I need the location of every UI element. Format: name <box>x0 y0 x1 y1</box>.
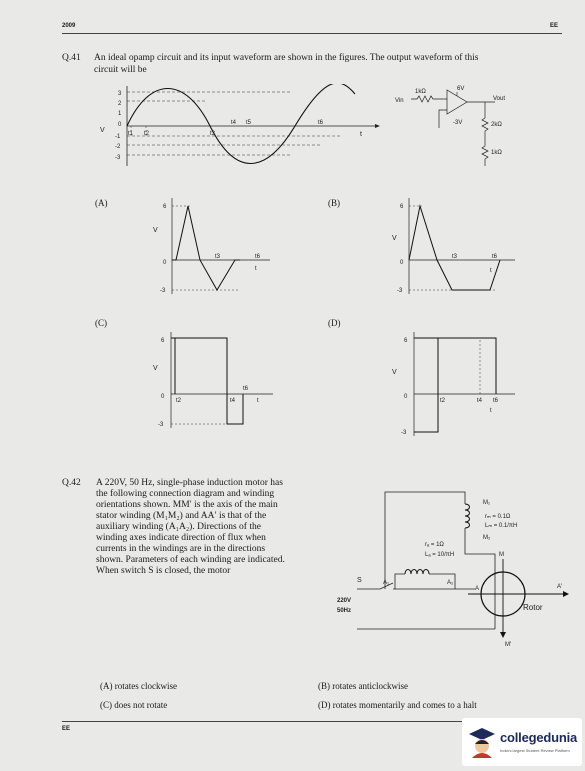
opt-d-t6: t6 <box>493 398 499 404</box>
a-prime-label: A′ <box>557 584 563 590</box>
collegedunia-logo <box>462 718 582 766</box>
header-year: 2009 <box>62 23 76 29</box>
q42-line: When switch S is closed, the motor <box>96 566 231 576</box>
opt-a-t3: t3 <box>215 254 221 260</box>
q41-option-b-graph <box>390 196 525 296</box>
wave-tick-1: 1 <box>118 111 122 117</box>
logo-name: collegedunia <box>500 730 578 745</box>
circuit-r-fb: 2kΩ <box>491 122 502 128</box>
q42-line: orientations shown. MM′ is the axis of the main <box>96 500 278 510</box>
logo-tagline: India's largest Student Review Platform <box>500 748 570 753</box>
opt-c-t2: t2 <box>176 398 182 404</box>
a2-label: A₂ <box>447 580 454 586</box>
q41-option-c-label: (C) <box>95 318 107 328</box>
wave-t2: t2 <box>144 131 150 137</box>
opt-c-yzero: 0 <box>161 394 165 400</box>
q42-answer-d: (D) rotates momentarily and comes to a halt <box>318 700 477 710</box>
q42-text <box>96 478 336 577</box>
m-label: M <box>499 552 504 558</box>
q42-answer-c: (C) does not rotate <box>100 700 168 710</box>
opt-d-t4: t4 <box>477 398 483 404</box>
a-label: A <box>475 586 480 592</box>
q42-line: the following connection diagram and winding <box>96 489 275 499</box>
wave-tick-0: 0 <box>118 122 122 128</box>
wave-x-label: t <box>360 131 362 138</box>
m2-label: M₂ <box>483 535 491 541</box>
header-rule <box>62 33 562 34</box>
q42-line: shown. Parameters of each winding are indicated. <box>96 555 285 565</box>
circuit-v-neg: -3V <box>453 120 463 126</box>
footer-paper-code: EE <box>62 726 71 732</box>
opt-d-v-label: V <box>392 369 397 376</box>
wave-tick-3: 3 <box>118 91 122 97</box>
q42-answer-a: (A) rotates clockwise <box>100 681 177 691</box>
opt-c-t6: t6 <box>243 386 249 392</box>
q41-input-waveform <box>90 84 390 176</box>
m-prime-label: M′ <box>505 642 512 648</box>
rm-label: rₘ = 0.1Ω <box>485 514 511 520</box>
m1-label: M₁ <box>483 500 491 506</box>
opt-a-t-axis: t <box>255 266 257 272</box>
opt-c-t4: t4 <box>230 398 236 404</box>
opt-d-ybot: -3 <box>401 430 407 436</box>
q42-line: winding axes indicate direction of flux when <box>96 533 266 543</box>
source-voltage: 220V <box>337 598 352 604</box>
q41-option-c-graph <box>145 330 280 430</box>
wave-tick-2: 2 <box>118 101 122 107</box>
opt-b-v-label: V <box>392 235 397 242</box>
circuit-vout: Vout <box>493 96 506 102</box>
opt-b-t3: t3 <box>452 254 458 260</box>
wave-t1: t1 <box>128 131 134 137</box>
circuit-v-pos: 6V <box>457 86 465 92</box>
switch-label: S <box>357 577 362 584</box>
rotor-label: Rotor <box>523 603 543 612</box>
q42-line: auxiliary winding (A₁A₂). Directions of the <box>96 522 261 532</box>
q41-option-d-graph <box>390 330 525 440</box>
wave-t5: t5 <box>246 120 252 126</box>
ra-label: rₐ = 1Ω <box>425 542 444 548</box>
circuit-r-in: 1kΩ <box>415 89 426 95</box>
opt-d-ytop: 6 <box>404 338 408 344</box>
la-label: Lₐ = 10/πH <box>425 552 455 558</box>
q41-opamp-circuit <box>395 84 535 168</box>
wave-tick-m3: -3 <box>115 155 121 161</box>
q42-line: A 220V, 50 Hz, single-phase induction motor has <box>96 478 283 488</box>
lm-label: Lₘ = 0.1/πH <box>485 523 518 529</box>
opt-c-ybot: -3 <box>158 422 164 428</box>
source-freq: 50Hz <box>337 608 352 614</box>
wave-t6: t6 <box>318 120 324 126</box>
wave-tick-m2: -2 <box>115 144 121 150</box>
circuit-vin: Vin <box>395 98 404 104</box>
opt-b-yzero: 0 <box>400 260 404 266</box>
opt-b-t6: t6 <box>492 254 498 260</box>
q41-text-line2: circuit will be <box>94 65 147 75</box>
opt-b-ybot: -3 <box>397 288 403 294</box>
circuit-r-ref: 1kΩ <box>491 150 502 156</box>
opt-a-ytop: 6 <box>163 204 167 210</box>
q42-line: stator winding (M₁M₂) and AA′ is that of the <box>96 511 267 521</box>
opt-a-ybot: -3 <box>160 288 166 294</box>
q42-motor-diagram <box>335 484 575 654</box>
opt-c-ytop: 6 <box>161 338 165 344</box>
opt-a-yzero: 0 <box>163 260 167 266</box>
opt-d-t-axis: t <box>490 408 492 414</box>
opt-c-t-axis: t <box>257 398 259 404</box>
opt-b-t-axis: t <box>490 268 492 274</box>
q41-option-b-label: (B) <box>328 198 340 208</box>
q42-answer-b: (B) rotates anticlockwise <box>318 681 408 691</box>
q41-option-a-graph <box>145 196 280 296</box>
q41-option-a-label: (A) <box>95 198 108 208</box>
q42-line: currents in the windings are in the directions <box>96 544 266 554</box>
q41-number: Q.41 <box>62 53 81 63</box>
opt-d-yzero: 0 <box>404 394 408 400</box>
opt-d-t2: t2 <box>440 398 446 404</box>
opt-c-v-label: V <box>153 365 158 372</box>
q41-option-d-label: (D) <box>328 318 341 328</box>
wave-y-label: V <box>100 127 105 134</box>
a1-label: A₁ <box>383 580 390 586</box>
opt-a-t6: t6 <box>255 254 261 260</box>
opt-a-v-label: V <box>153 227 158 234</box>
q42-number: Q.42 <box>62 478 81 488</box>
q41-text-line1: An ideal opamp circuit and its input waveform are shown in the figures. The output waveform of this <box>94 53 479 63</box>
header-paper-code: EE <box>550 23 559 29</box>
wave-t3: t3 <box>210 131 216 137</box>
wave-tick-m1: -1 <box>115 134 121 140</box>
graduate-icon <box>468 726 496 758</box>
opt-b-ytop: 6 <box>400 204 404 210</box>
wave-t4: t4 <box>231 120 237 126</box>
